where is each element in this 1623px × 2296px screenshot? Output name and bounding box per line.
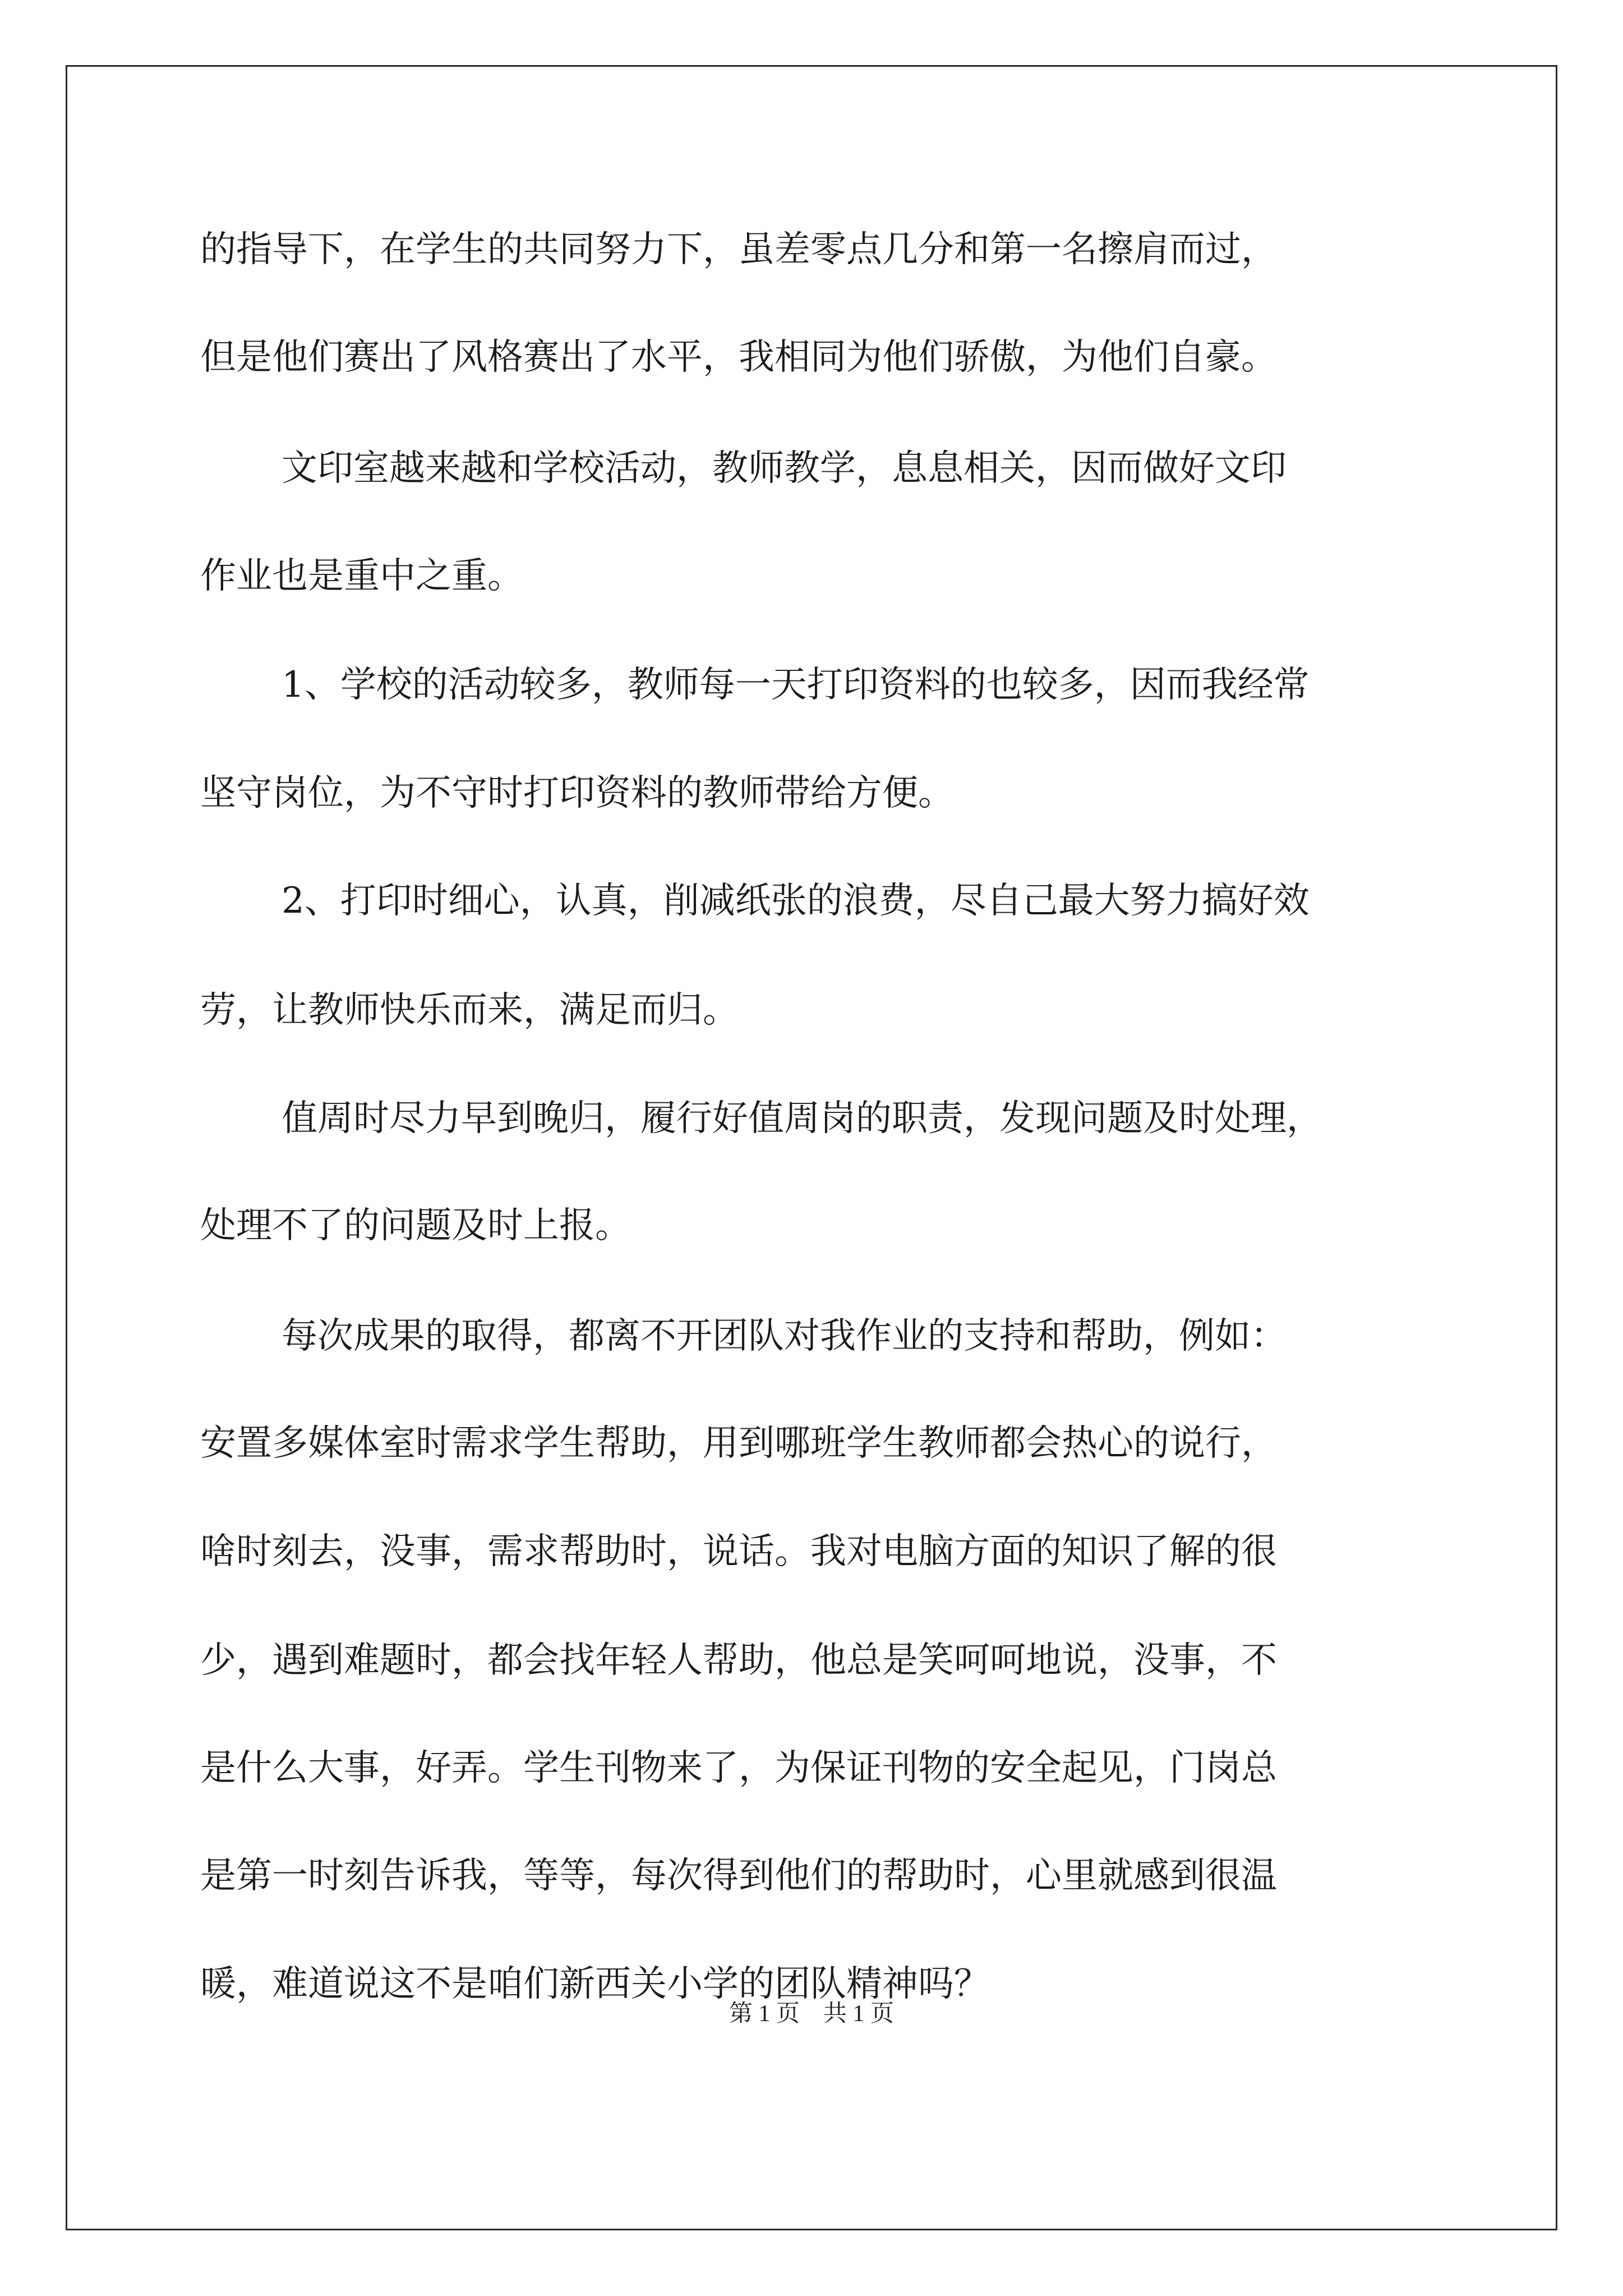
paragraph-6-line-6: 是第一时刻告诉我，等等，每次得到他们的帮助时，心里就感到很温 bbox=[200, 1855, 1277, 1897]
paragraph-6-line-3: 啥时刻去，没事，需求帮助时，说话。我对电脑方面的知识了解的很 bbox=[200, 1531, 1277, 1572]
paragraph-2-line-1: 文印室越来越和学校活动，教师教学，息息相关，因而做好文印 bbox=[282, 448, 1287, 489]
paragraph-6-line-1: 每次成果的取得，都离不开团队对我作业的支持和帮助，例如： bbox=[282, 1315, 1287, 1357]
paragraph-6-line-5: 是什么大事，好弄。学生刊物来了，为保证刊物的安全起见，门岗总 bbox=[200, 1747, 1277, 1789]
paragraph-1-line-1: 的指导下，在学生的共同努力下，虽差零点几分和第一名擦肩而过， bbox=[200, 229, 1277, 270]
paragraph-6-line-2: 安置多媒体室时需求学生帮助，用到哪班学生教师都会热心的说行， bbox=[200, 1423, 1277, 1464]
paragraph-6-line-7: 暖，难道说这不是咱们新西关小学的团队精神吗？ bbox=[200, 1963, 990, 2005]
paragraph-4-line-2: 劳，让教师快乐而来，满足而归。 bbox=[200, 990, 739, 1031]
paragraph-3-line-2: 坚守岗位，为不守时打印资料的教师带给方便。 bbox=[200, 772, 954, 814]
paragraph-1-line-2: 但是他们赛出了风格赛出了水平，我相同为他们骄傲，为他们自豪。 bbox=[200, 337, 1277, 378]
paragraph-5-line-1: 值周时尽力早到晚归，履行好值周岗的职责，发现问题及时处理， bbox=[282, 1098, 1322, 1139]
page-number-footer: 第 1 页 共 1 页 bbox=[728, 2001, 894, 2027]
paragraph-5-line-2: 处理不了的问题及时上报。 bbox=[200, 1205, 631, 1246]
paragraph-6-line-4: 少，遇到难题时，都会找年轻人帮助，他总是笑呵呵地说，没事，不 bbox=[200, 1640, 1277, 1681]
paragraph-4-line-1: 2、打印时细心，认真，削减纸张的浪费，尽自己最大努力搞好效 bbox=[282, 880, 1310, 922]
paragraph-2-line-2: 作业也是重中之重。 bbox=[200, 555, 523, 597]
paragraph-3-line-1: 1、学校的活动较多，教师每一天打印资料的也较多，因而我经常 bbox=[282, 664, 1310, 706]
